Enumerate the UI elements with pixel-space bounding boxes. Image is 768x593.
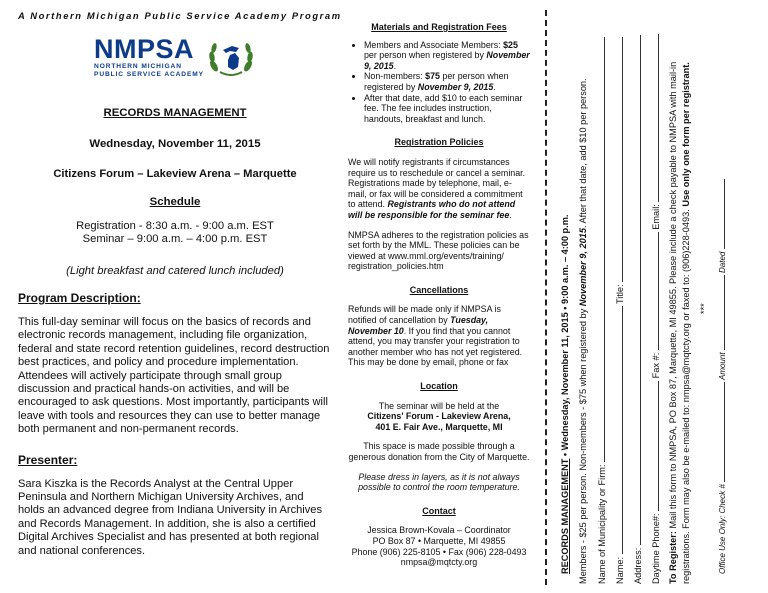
fees-heading: Materials and Registration Fees <box>371 22 507 32</box>
seminar-time: Seminar – 9:00 a.m. – 4:00 p.m. EST <box>82 233 268 245</box>
schedule-heading: Schedule <box>149 196 201 208</box>
title-label: Title: <box>615 284 625 304</box>
contact-phone: Phone (906) 225-8105 • Fax (906) 228-0493 <box>351 546 527 557</box>
municipality-row <box>595 37 609 584</box>
address-row <box>631 35 645 584</box>
phone-field[interactable] <box>649 381 659 511</box>
form-header: RECORDS MANAGEMENT • Wednesday, November 11, 2015 • 9:00 a.m. – 4:00 p.m. <box>560 214 570 574</box>
fee-late: • After that date, add $10 to each seminar fee. The fee includes instruction, handouts, breakfast and lunch. <box>364 93 530 125</box>
fee-members: • Members and Associate Members: $25 per person when registered by November 9, 2015. <box>364 40 530 72</box>
seminar-date: Wednesday, November 11, 2015 <box>89 138 261 150</box>
address-label: Address: <box>633 547 643 584</box>
office-use-row <box>715 179 729 574</box>
address-field[interactable] <box>631 35 641 545</box>
registration-time: Registration - 8:30 a.m. - 9:00 a.m. EST <box>76 220 274 232</box>
dress-note: Please dress in layers, as it is not always possible to control the room temperature. <box>358 471 520 493</box>
schedule-times <box>18 220 332 246</box>
presenter-heading: Presenter: <box>18 452 78 467</box>
policies-text: We will notify registrants if circumstances require us to reschedule or cancel a seminar. Registrations made by telephone, mail, e-mail, or fax will be considered a commitment to attend. Registrants who do not attend will be responsible for the seminar fee. <box>348 156 526 220</box>
cancellations-text: Refunds will be made only if NMPSA is notified of cancellation by Tuesday, November 10. If you find that you cannot attend, you may transfer your registration to another member who has not yet registered. This may be done by email, phone or fax <box>348 304 523 368</box>
contact-row <box>649 34 663 584</box>
municipality-label: Name of Municipality or Firm: <box>597 464 607 584</box>
registration-form <box>555 19 755 584</box>
register-instructions-2: registrations. Form may also be e-mailed to: nmpsa@mqtcty.org or faxed to: (906)228-0493. Use only one form per registrant. <box>681 62 691 584</box>
donation-note: This space is made possible through a generous donation from the City of Marquette. <box>348 441 530 462</box>
nmpsa-logo <box>18 31 332 83</box>
fax-label: Fax #: <box>651 352 661 379</box>
seminar-location: Citizens Forum – Lakeview Arena – Marquette <box>53 168 297 180</box>
contact-heading: Contact <box>422 505 456 516</box>
email-field[interactable] <box>649 34 659 202</box>
location-details <box>348 401 530 433</box>
logo-acronym: NMPSA <box>94 33 195 64</box>
fee-nonmembers: • Non-members: $75 per person when registered by November 9, 2015. <box>364 71 530 92</box>
phone-label: Daytime Phone#: <box>651 513 661 584</box>
contact-email[interactable]: nmpsa@mqtcty.org <box>400 557 478 568</box>
form-stars: *** <box>699 303 709 314</box>
program-description: This full-day seminar will focus on the basics of records and electronic records management, including file organization, federal and state record retention guidelines, record destruction best practices, and policy and procedure implementation. Attendees will actively participate through small group discussion and practical hands-on activities, and will be encouraged to ask questions. Most importantly, participants will leave with tools and resources they can use to better manage both permanent and non-permanent records. <box>18 316 330 436</box>
municipality-field[interactable] <box>595 37 605 462</box>
left-column <box>18 10 342 558</box>
cancellations-heading: Cancellations <box>409 284 469 295</box>
location-line1: The seminar will be held at the <box>378 400 500 411</box>
tear-off-divider <box>545 10 547 585</box>
name-label: Name: <box>615 556 625 584</box>
register-instructions: To Register: Mail this form to NMPSA, PO Box 87, Marquette, MI 49855. Please include a check payable to NMPSA with mail-in <box>668 61 678 584</box>
dated-label: Dated <box>718 251 727 273</box>
seminar-title: RECORDS MANAGEMENT <box>103 107 247 119</box>
title-field[interactable] <box>613 37 623 282</box>
check-number-field[interactable] <box>715 382 725 482</box>
fees-list <box>348 40 530 125</box>
middle-column <box>348 22 530 568</box>
logo-line2: PUBLIC SERVICE ACADEMY <box>94 70 204 78</box>
fax-field[interactable] <box>649 232 659 350</box>
policies-heading: Registration Policies <box>394 137 484 148</box>
meals-note: (Light breakfast and catered lunch included) <box>66 265 284 277</box>
contact-address: PO Box 87 • Marquette, MI 49855 <box>372 535 506 546</box>
contact-details <box>348 525 530 567</box>
location-heading: Location <box>420 381 458 392</box>
location-address: 401 E. Fair Ave., Marquette, MI <box>375 421 503 432</box>
amount-label: Amount <box>718 352 727 381</box>
name-title-row <box>613 37 627 584</box>
logo-line1: NORTHERN MICHIGAN <box>94 62 182 70</box>
location-venue: Citizens' Forum - Lakeview Arena, <box>367 411 511 422</box>
office-use-label: Office Use Only: Check # <box>718 484 727 574</box>
presenter-bio: Sara Kiszka is the Records Analyst at the Central Upper Peninsula and Northern Michigan University Archives, and holds an advanced degree from Indiana University in Archives and Records Management. In addition, she is also a certified Digital Archives Specialist and has presented at both regional and national conferences. <box>18 477 323 557</box>
logo-text <box>94 33 204 79</box>
program-tagline: A Northern Michigan Public Service Academy Program <box>18 10 342 21</box>
contact-name: Jessica Brown-Kovala – Coordinator <box>367 525 511 536</box>
program-heading: Program Description: <box>18 291 141 305</box>
name-field[interactable] <box>613 306 623 554</box>
dated-field[interactable] <box>715 179 725 249</box>
amount-field[interactable] <box>715 275 725 350</box>
form-fees: Members - $25 per person. Non-members - $75 when registered by November 9, 2015. After that date, add $10 per person. <box>578 78 588 584</box>
email-label: Email: <box>651 204 661 230</box>
mml-policy-text: NMPSA adheres to the registration policies as set forth by the MML. These policies can be viewed at www.mml.org/events/training/ registration_policies.htm <box>348 229 529 272</box>
michigan-wreath-icon <box>206 36 256 78</box>
